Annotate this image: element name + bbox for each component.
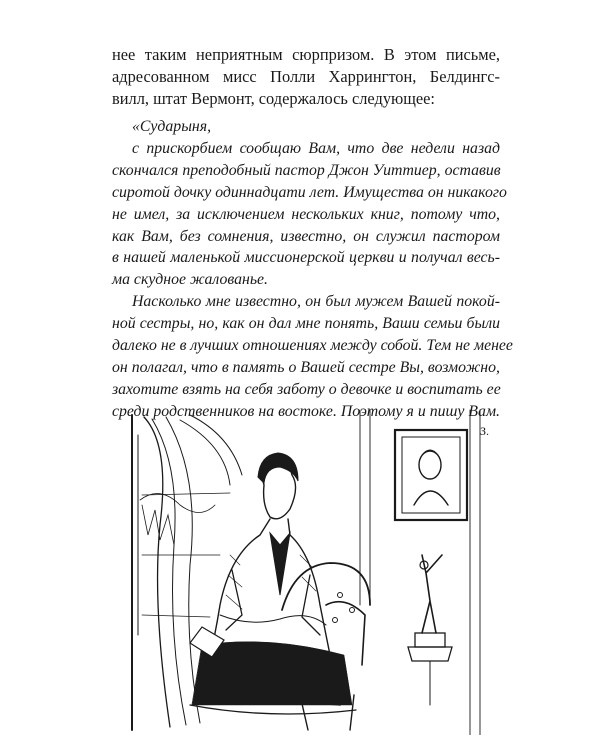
letter-p1-line-1: с прискорбием сообщаю Вам, что две недели назад — [132, 139, 500, 157]
letter-p2-line-5: захотите взять на себя заботу о девочке и воспитать ее — [112, 380, 501, 398]
letter-p1-line-3: сиротой дочку одиннадцати лет. Имущества он никакого — [112, 183, 507, 201]
statuette — [408, 555, 452, 705]
letter-p2-line-1: Насколько мне известно, он был мужем Вашей покой- — [132, 293, 500, 311]
letter-p1-line-4: не имел, за исключением нескольких книг, потому что, — [112, 205, 500, 223]
letter-p1-line-2: скончался преподобный пастор Джон Уиттиер, оставив — [112, 161, 501, 179]
letter-paragraph-2 — [112, 291, 513, 422]
illustration-woman-reading-letter — [130, 405, 500, 735]
letter-p1-line-6: в нашей маленькой миссионерской церкви и получал весь- — [112, 249, 500, 267]
intro-line-3: вилл, штат Вермонт, содержалось следующее: — [112, 89, 435, 108]
intro-line-2: адресованном мисс Полли Харрингтон, Белдингс- — [112, 67, 500, 86]
letter-p2-line-2: ной сестры, но, как он дал мне понять, Ваши семьи были — [112, 315, 500, 333]
intro-paragraph — [112, 44, 500, 110]
illustrator-signature: З. — [480, 424, 490, 438]
letter-p2-line-6: среди родственников на востоке. Поэтому я и пишу Вам. — [112, 402, 500, 420]
intro-line-1: нее таким неприятным сюрпризом. В этом письме, — [112, 45, 500, 64]
letter-p1-line-7: ма скудное жалованье. — [112, 271, 268, 289]
letter-text — [112, 116, 513, 423]
wall-and-portrait — [360, 410, 480, 735]
letter-p1-line-5: как Вам, без сомнения, известно, он служил пастором — [112, 227, 500, 245]
seated-woman — [190, 453, 356, 714]
letter-p2-line-4: он полагал, что в память о Вашей сестре Вы, возможно, — [112, 358, 500, 376]
letter-paragraph-1 — [112, 138, 507, 291]
letter-salutation: «Сударыня, — [132, 118, 212, 135]
letter-p2-line-3: далеко не в лучших отношениях между собой. Тем не менее — [112, 337, 513, 355]
